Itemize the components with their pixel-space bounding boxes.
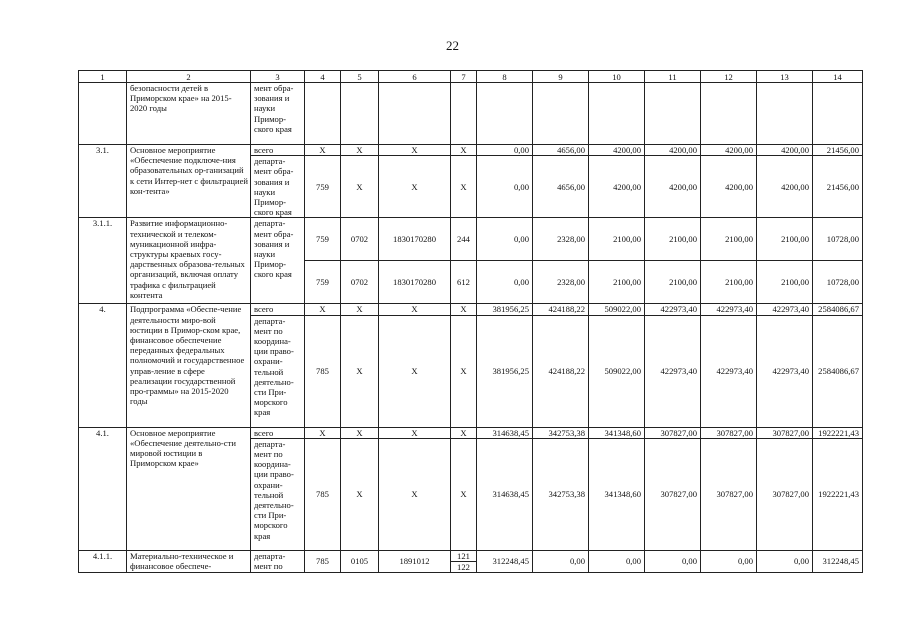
value-cell: 2328,00 xyxy=(533,218,589,261)
code-csr xyxy=(379,83,451,145)
value-cell xyxy=(589,83,645,145)
value-cell: 2584086,67 xyxy=(813,315,863,427)
value-cell: 509022,00 xyxy=(589,304,645,315)
code-vr-bottom: 122 xyxy=(457,562,470,573)
value-cell: 2100,00 xyxy=(757,261,813,304)
value-cell: 342753,38 xyxy=(533,438,589,550)
item-name: Материально-техническое и финансовое обеспече- xyxy=(127,550,251,572)
value-cell: 312248,45 xyxy=(477,550,533,572)
code-grbs: 785 xyxy=(305,315,341,427)
executor: всего xyxy=(251,427,305,438)
code-grbs: 759 xyxy=(305,218,341,261)
item-name: Основное мероприятие «Обеспечение деятельно-сти мировой юстиции в Приморском крае» xyxy=(127,427,251,550)
row-number: 3.1.1. xyxy=(79,218,127,304)
code-vr: X xyxy=(451,438,477,550)
value-cell: 10728,00 xyxy=(813,261,863,304)
value-cell xyxy=(645,83,701,145)
value-cell: 4656,00 xyxy=(533,145,589,156)
code-grbs: X xyxy=(305,304,341,315)
value-cell: 422973,40 xyxy=(701,315,757,427)
executor: департа-мент обра-зования и науки Примор-ского края xyxy=(251,218,305,304)
row-number: 4. xyxy=(79,304,127,427)
column-header: 14 xyxy=(813,71,863,83)
table-row xyxy=(79,550,863,572)
value-cell: 4200,00 xyxy=(757,145,813,156)
value-cell: 2328,00 xyxy=(533,261,589,304)
code-vr: X xyxy=(451,304,477,315)
executor: департа-мент по координа-ции право-охрани-тельной деятельно-сти При-морского края xyxy=(251,438,305,550)
value-cell: 0,00 xyxy=(645,550,701,572)
value-cell: 341348,60 xyxy=(589,438,645,550)
value-cell: 0,00 xyxy=(477,218,533,261)
value-cell: 4200,00 xyxy=(645,145,701,156)
value-cell xyxy=(701,83,757,145)
value-cell: 2100,00 xyxy=(645,261,701,304)
code-csr: 1830170280 xyxy=(379,218,451,261)
column-header: 10 xyxy=(589,71,645,83)
value-cell: 4200,00 xyxy=(701,156,757,218)
value-cell: 1922221,43 xyxy=(813,438,863,550)
code-rzpr: 0702 xyxy=(341,218,379,261)
value-cell: 424188,22 xyxy=(533,304,589,315)
table-row xyxy=(79,304,863,315)
item-name: Основное мероприятие «Обеспечение подключе-ния образовательных ор-ганизаций к сети Интер-нет с фильтрацией кон-тента» xyxy=(127,145,251,218)
value-cell: 0,00 xyxy=(757,550,813,572)
code-csr: 1830170280 xyxy=(379,261,451,304)
value-cell: 381956,25 xyxy=(477,304,533,315)
value-cell: 381956,25 xyxy=(477,315,533,427)
value-cell: 341348,60 xyxy=(589,427,645,438)
column-header: 8 xyxy=(477,71,533,83)
executor: департа-мент по координа-ции право-охрани-тельной деятельно-сти При-морского края xyxy=(251,315,305,427)
column-header: 9 xyxy=(533,71,589,83)
column-header: 3 xyxy=(251,71,305,83)
value-cell: 4200,00 xyxy=(701,145,757,156)
code-grbs: 759 xyxy=(305,261,341,304)
value-cell: 422973,40 xyxy=(757,315,813,427)
value-cell: 307827,00 xyxy=(645,438,701,550)
code-csr: X xyxy=(379,156,451,218)
item-name: безопасности детей в Приморском крае» на 2015-2020 годы xyxy=(127,83,251,145)
executor: всего xyxy=(251,145,305,156)
value-cell: 4200,00 xyxy=(757,156,813,218)
code-rzpr: X xyxy=(341,156,379,218)
code-csr: X xyxy=(379,427,451,438)
row-number: 3.1. xyxy=(79,145,127,218)
value-cell: 312248,45 xyxy=(813,550,863,572)
executor: всего xyxy=(251,304,305,315)
value-cell: 422973,40 xyxy=(701,304,757,315)
code-vr-top: 121 xyxy=(451,551,477,562)
code-grbs: 785 xyxy=(305,550,341,572)
code-csr: X xyxy=(379,315,451,427)
column-header: 2 xyxy=(127,71,251,83)
column-header: 6 xyxy=(379,71,451,83)
value-cell: 422973,40 xyxy=(645,304,701,315)
value-cell: 4656,00 xyxy=(533,156,589,218)
header-row xyxy=(79,71,863,83)
value-cell: 424188,22 xyxy=(533,315,589,427)
code-csr: 1891012 xyxy=(379,550,451,572)
value-cell xyxy=(757,83,813,145)
code-grbs: X xyxy=(305,427,341,438)
executor: департа-мент по xyxy=(251,550,305,572)
column-header: 4 xyxy=(305,71,341,83)
column-header: 7 xyxy=(451,71,477,83)
code-csr: X xyxy=(379,304,451,315)
code-vr: X xyxy=(451,427,477,438)
value-cell: 2100,00 xyxy=(589,218,645,261)
table-row xyxy=(79,218,863,261)
value-cell: 0,00 xyxy=(477,145,533,156)
item-name: Подпрограмма «Обеспе-чение деятельности миро-вой юстиции в Примор-ском крае, финансовое обеспечение переданных федеральных полномочий и государственное управ-ление в сфере реализации государственной про-граммы» на 2015-2020 годы xyxy=(127,304,251,427)
value-cell: 314638,45 xyxy=(477,438,533,550)
code-grbs: X xyxy=(305,145,341,156)
code-rzpr: X xyxy=(341,315,379,427)
value-cell: 509022,00 xyxy=(589,315,645,427)
value-cell: 307827,00 xyxy=(757,427,813,438)
value-cell: 10728,00 xyxy=(813,218,863,261)
value-cell: 1922221,43 xyxy=(813,427,863,438)
value-cell: 2584086,67 xyxy=(813,304,863,315)
value-cell: 21456,00 xyxy=(813,156,863,218)
code-vr: X xyxy=(451,315,477,427)
code-vr: 244 xyxy=(451,218,477,261)
value-cell: 0,00 xyxy=(477,261,533,304)
value-cell: 314638,45 xyxy=(477,427,533,438)
code-csr: X xyxy=(379,438,451,550)
value-cell: 307827,00 xyxy=(757,438,813,550)
code-grbs: 759 xyxy=(305,156,341,218)
column-header: 11 xyxy=(645,71,701,83)
code-rzpr: X xyxy=(341,304,379,315)
row-number: 4.1. xyxy=(79,427,127,550)
table-row xyxy=(79,145,863,156)
value-cell: 307827,00 xyxy=(701,438,757,550)
value-cell: 21456,00 xyxy=(813,145,863,156)
value-cell xyxy=(477,83,533,145)
value-cell: 422973,40 xyxy=(757,304,813,315)
row-number: 4.1.1. xyxy=(79,550,127,572)
code-grbs xyxy=(305,83,341,145)
code-grbs: 785 xyxy=(305,438,341,550)
code-vr: 612 xyxy=(451,261,477,304)
code-rzpr: X xyxy=(341,427,379,438)
value-cell: 0,00 xyxy=(477,156,533,218)
code-vr xyxy=(451,83,477,145)
table-row xyxy=(79,427,863,438)
code-rzpr: 0702 xyxy=(341,261,379,304)
value-cell: 2100,00 xyxy=(701,261,757,304)
table-row xyxy=(79,83,863,145)
executor: департа-мент обра-зования и науки Примор-ского края xyxy=(251,156,305,218)
page-number: 22 xyxy=(446,38,459,53)
column-header: 5 xyxy=(341,71,379,83)
value-cell: 2100,00 xyxy=(757,218,813,261)
code-rzpr: X xyxy=(341,438,379,550)
value-cell: 307827,00 xyxy=(701,427,757,438)
value-cell: 2100,00 xyxy=(589,261,645,304)
code-csr: X xyxy=(379,145,451,156)
code-vr: X xyxy=(451,156,477,218)
column-header: 12 xyxy=(701,71,757,83)
item-name: Развитие информационно-технической и телеком-муникационной инфра-структуры краевых госу-дарственных образова-тельных организаций, включая оплату трафика с фильтрацией контента xyxy=(127,218,251,304)
value-cell: 0,00 xyxy=(701,550,757,572)
executor: мент обра-зования и науки Примор-ского края xyxy=(251,83,305,145)
value-cell: 2100,00 xyxy=(645,218,701,261)
value-cell xyxy=(533,83,589,145)
value-cell: 342753,38 xyxy=(533,427,589,438)
value-cell: 307827,00 xyxy=(645,427,701,438)
value-cell: 0,00 xyxy=(533,550,589,572)
code-rzpr xyxy=(341,83,379,145)
code-rzpr: 0105 xyxy=(341,550,379,572)
code-rzpr: X xyxy=(341,145,379,156)
budget-table xyxy=(78,70,863,573)
value-cell: 422973,40 xyxy=(645,315,701,427)
value-cell: 4200,00 xyxy=(589,156,645,218)
value-cell: 2100,00 xyxy=(701,218,757,261)
value-cell: 4200,00 xyxy=(645,156,701,218)
code-vr: X xyxy=(451,145,477,156)
value-cell: 4200,00 xyxy=(589,145,645,156)
row-number xyxy=(79,83,127,145)
column-header: 13 xyxy=(757,71,813,83)
value-cell xyxy=(813,83,863,145)
value-cell: 0,00 xyxy=(589,550,645,572)
code-vr xyxy=(451,550,477,572)
column-header: 1 xyxy=(79,71,127,83)
